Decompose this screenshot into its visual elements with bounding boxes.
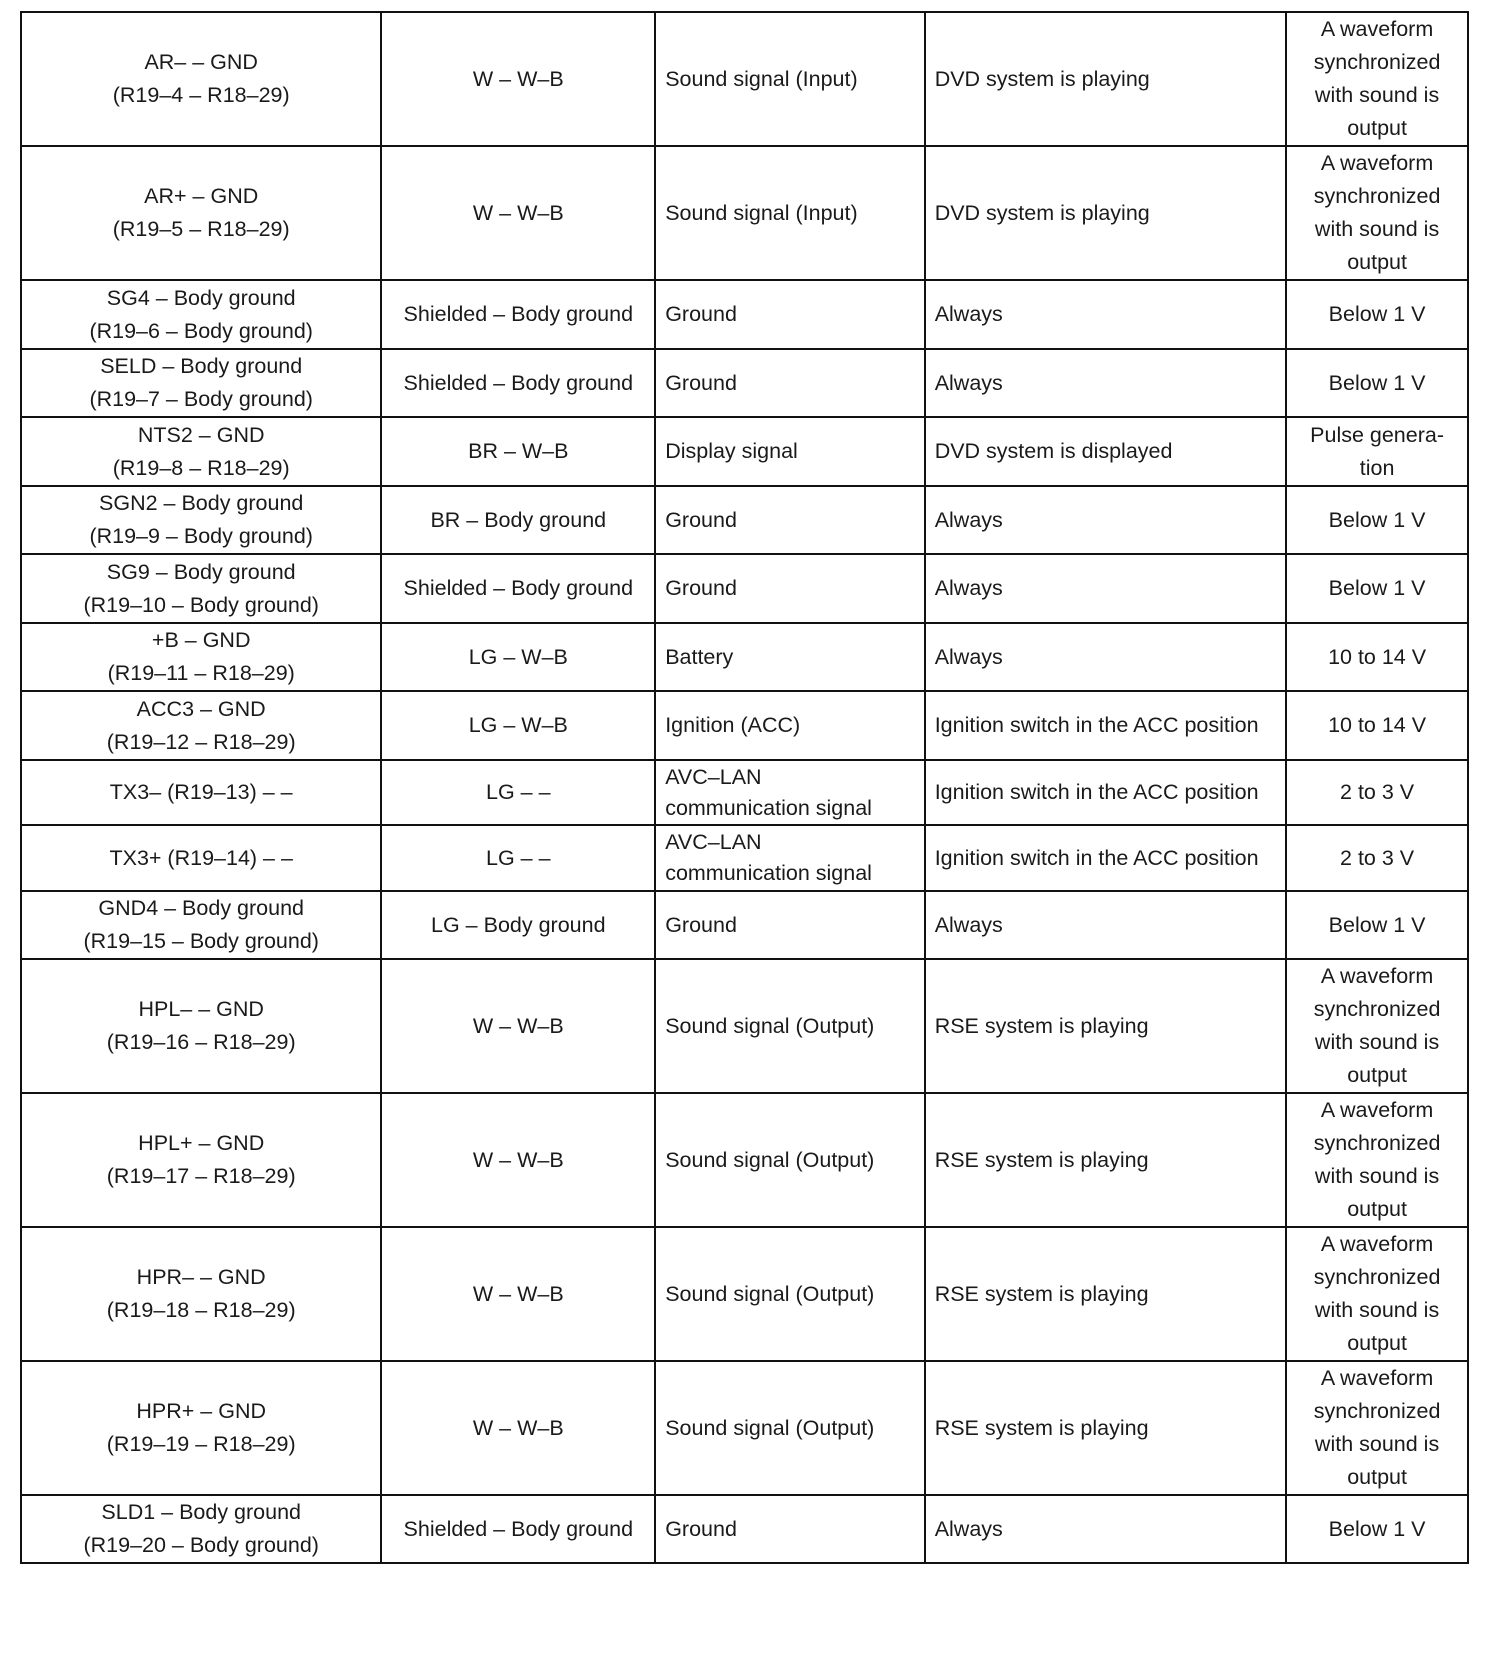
description-cell xyxy=(655,825,925,891)
description-cell xyxy=(655,1093,925,1227)
condition-cell: Ignition switch in the ACC position xyxy=(925,691,1286,760)
description-cell xyxy=(655,891,925,959)
terminal-cell-line: HPL– – GND xyxy=(138,997,264,1021)
table-row xyxy=(21,554,1468,623)
terminal-cell-line: SG4 – Body ground xyxy=(106,285,296,310)
terminal-cell-line: (R19–17 – R18–29) xyxy=(106,1164,296,1188)
terminal-cell xyxy=(21,623,381,691)
specified-condition-cell xyxy=(1286,486,1468,554)
specified-condition-cell-line: Below 1 V xyxy=(1328,507,1426,532)
table-row xyxy=(21,760,1468,825)
specified-condition-cell xyxy=(1286,146,1468,280)
terminal-cell xyxy=(21,146,381,280)
terminal-cell xyxy=(21,891,381,959)
condition-cell: Always xyxy=(925,554,1286,623)
terminal-cell xyxy=(21,417,381,486)
specified-condition-cell xyxy=(1286,1093,1468,1227)
wiring-color-cell: W – W–B xyxy=(381,1093,655,1227)
table-row xyxy=(21,12,1468,146)
terminal-cell-line: (R19–8 – R18–29) xyxy=(112,455,290,480)
terminal-cell-line: HPR– – GND xyxy=(136,1265,266,1289)
specified-condition-cell xyxy=(1286,959,1468,1093)
specified-condition-cell xyxy=(1286,417,1468,486)
table-row xyxy=(21,417,1468,486)
specified-condition-cell-line: with sound is xyxy=(1314,217,1440,241)
specified-condition-cell-line: output xyxy=(1347,1063,1407,1087)
specified-condition-cell xyxy=(1286,1361,1468,1495)
table-row xyxy=(21,891,1468,959)
table-row xyxy=(21,691,1468,760)
terminal-cell-line: NTS2 – GND xyxy=(137,422,265,447)
specified-condition-cell-line: synchronized xyxy=(1313,1265,1441,1289)
specified-condition-cell xyxy=(1286,891,1468,959)
description-cell xyxy=(655,760,925,825)
specified-condition-cell-line: A waveform xyxy=(1320,151,1434,175)
specified-condition-cell xyxy=(1286,1495,1468,1563)
condition-cell: Ignition switch in the ACC position xyxy=(925,760,1286,825)
specified-condition-cell-line: output xyxy=(1347,116,1407,140)
table-row xyxy=(21,1227,1468,1361)
specified-condition-cell xyxy=(1286,349,1468,417)
terminal-cell-line: (R19–10 – Body ground) xyxy=(83,592,319,617)
table-row xyxy=(21,1093,1468,1227)
description-cell-line: Sound signal (Output) xyxy=(665,1281,875,1306)
specified-condition-cell-line: synchronized xyxy=(1313,1399,1441,1423)
terminal-cell-line: (R19–15 – Body ground) xyxy=(83,929,319,953)
table-row xyxy=(21,959,1468,1093)
terminal-cell xyxy=(21,1495,381,1563)
condition-cell: Always xyxy=(925,1495,1286,1563)
description-cell xyxy=(655,1361,925,1495)
condition-cell: Always xyxy=(925,486,1286,554)
specified-condition-cell-line: A waveform xyxy=(1320,1366,1434,1390)
specified-condition-cell-line: tion xyxy=(1359,455,1395,480)
specified-condition-cell-line: 2 to 3 V xyxy=(1340,845,1415,870)
table-row xyxy=(21,825,1468,891)
terminal-spec-table xyxy=(20,11,1469,1564)
description-cell xyxy=(655,12,925,146)
specified-condition-cell-line: 10 to 14 V xyxy=(1328,713,1427,737)
specified-condition-cell-line: with sound is xyxy=(1314,1432,1440,1456)
description-cell-line: AVC–LAN xyxy=(665,764,762,789)
terminal-cell-line: (R19–18 – R18–29) xyxy=(106,1298,296,1322)
specified-condition-cell-line: with sound is xyxy=(1314,83,1440,107)
wiring-color-cell: LG – – xyxy=(381,760,655,825)
terminal-cell-line: GND4 – Body ground xyxy=(98,896,304,920)
condition-cell: Always xyxy=(925,623,1286,691)
wiring-color-cell: LG – – xyxy=(381,825,655,891)
specified-condition-cell-line: Pulse genera- xyxy=(1310,422,1445,447)
terminal-cell-line: (R19–7 – Body ground) xyxy=(89,387,313,411)
terminal-cell-line: (R19–5 – R18–29) xyxy=(112,217,290,241)
description-cell xyxy=(655,349,925,417)
terminal-cell xyxy=(21,825,381,891)
description-cell xyxy=(655,417,925,486)
specified-condition-cell-line: A waveform xyxy=(1320,1098,1434,1122)
table-row xyxy=(21,1495,1468,1563)
specified-condition-cell-line: Below 1 V xyxy=(1328,302,1426,326)
description-cell xyxy=(655,623,925,691)
specified-condition-cell-line: A waveform xyxy=(1320,17,1434,41)
terminal-cell xyxy=(21,280,381,349)
specified-condition-cell-line: Below 1 V xyxy=(1328,576,1426,600)
wiring-color-cell: Shielded – Body ground xyxy=(381,554,655,623)
terminal-cell-line: (R19–4 – R18–29) xyxy=(112,83,290,107)
table-row xyxy=(21,486,1468,554)
specified-condition-cell-line: synchronized xyxy=(1313,1131,1441,1155)
wiring-color-cell: W – W–B xyxy=(381,146,655,280)
description-cell-line: Ignition (ACC) xyxy=(665,713,801,737)
terminal-cell-line: (R19–16 – R18–29) xyxy=(106,1030,296,1054)
terminal-cell-line: SGN2 – Body ground xyxy=(99,491,304,515)
description-cell-line: Display signal xyxy=(665,439,798,463)
description-cell-line: Battery xyxy=(665,644,734,669)
specified-condition-cell-line: A waveform xyxy=(1320,964,1434,988)
terminal-cell xyxy=(21,554,381,623)
terminal-cell xyxy=(21,486,381,554)
wiring-color-cell: W – W–B xyxy=(381,1227,655,1361)
table-body xyxy=(21,12,1468,1563)
description-cell-line: Ground xyxy=(665,370,737,395)
wiring-color-cell: LG – W–B xyxy=(381,691,655,760)
specified-condition-cell xyxy=(1286,623,1468,691)
terminal-cell-line: SELD – Body ground xyxy=(100,354,303,378)
specified-condition-cell-line: output xyxy=(1347,1465,1407,1489)
wiring-color-cell: W – W–B xyxy=(381,1361,655,1495)
terminal-cell-line: (R19–20 – Body ground) xyxy=(83,1533,319,1557)
description-cell-line: communication signal xyxy=(665,795,872,820)
specified-condition-cell-line: with sound is xyxy=(1314,1030,1440,1054)
specified-condition-cell-line: output xyxy=(1347,250,1407,274)
terminal-cell-line: SLD1 – Body ground xyxy=(101,1500,302,1524)
wiring-color-cell: W – W–B xyxy=(381,12,655,146)
terminal-cell xyxy=(21,691,381,760)
wiring-color-cell: Shielded – Body ground xyxy=(381,349,655,417)
terminal-cell-line: +B – GND xyxy=(151,628,251,652)
terminal-cell-line: AR– – GND xyxy=(144,50,258,74)
wiring-color-cell: LG – Body ground xyxy=(381,891,655,959)
terminal-cell-line: TX3– (R19–13) – – xyxy=(109,780,293,804)
terminal-cell-line: ACC3 – GND xyxy=(136,696,266,721)
condition-cell: Always xyxy=(925,349,1286,417)
terminal-cell-line: AR+ – GND xyxy=(144,184,259,208)
terminal-cell-line: HPL+ – GND xyxy=(138,1131,265,1155)
specified-condition-cell xyxy=(1286,760,1468,825)
terminal-cell-line: (R19–6 – Body ground) xyxy=(89,318,313,343)
description-cell-line: Sound signal (Output) xyxy=(665,1013,875,1038)
specified-condition-cell xyxy=(1286,1227,1468,1361)
specified-condition-cell-line: A waveform xyxy=(1320,1232,1434,1256)
specified-condition-cell-line: Below 1 V xyxy=(1328,912,1426,937)
terminal-cell-line: SG9 – Body ground xyxy=(106,559,296,584)
wiring-color-cell: Shielded – Body ground xyxy=(381,1495,655,1563)
condition-cell: Ignition switch in the ACC position xyxy=(925,825,1286,891)
wiring-color-cell: W – W–B xyxy=(381,959,655,1093)
specified-condition-cell-line: synchronized xyxy=(1313,184,1441,208)
table-row xyxy=(21,146,1468,280)
wiring-color-cell: BR – W–B xyxy=(381,417,655,486)
terminal-cell xyxy=(21,349,381,417)
specified-condition-cell xyxy=(1286,280,1468,349)
specified-condition-cell-line: synchronized xyxy=(1313,50,1441,74)
terminal-cell xyxy=(21,1361,381,1495)
description-cell-line: Ground xyxy=(665,576,737,600)
terminal-inspection-sheet xyxy=(20,11,1469,1564)
specified-condition-cell xyxy=(1286,691,1468,760)
description-cell xyxy=(655,554,925,623)
description-cell-line: Sound signal (Output) xyxy=(665,1415,875,1440)
description-cell xyxy=(655,1227,925,1361)
specified-condition-cell-line: with sound is xyxy=(1314,1298,1440,1322)
table-row xyxy=(21,623,1468,691)
specified-condition-cell-line: synchronized xyxy=(1313,997,1441,1021)
condition-cell: RSE system is playing xyxy=(925,1093,1286,1227)
description-cell-line: Sound signal (Input) xyxy=(665,200,858,225)
specified-condition-cell xyxy=(1286,12,1468,146)
description-cell-line: communication signal xyxy=(665,861,872,885)
description-cell-line: Sound signal (Input) xyxy=(665,66,858,91)
description-cell-line: Ground xyxy=(665,302,737,326)
wiring-color-cell: BR – Body ground xyxy=(381,486,655,554)
specified-condition-cell xyxy=(1286,825,1468,891)
terminal-cell-line: HPR+ – GND xyxy=(136,1399,267,1423)
terminal-cell xyxy=(21,1227,381,1361)
description-cell-line: AVC–LAN xyxy=(665,830,762,854)
condition-cell: DVD system is playing xyxy=(925,12,1286,146)
specified-condition-cell-line: with sound is xyxy=(1314,1164,1440,1188)
description-cell xyxy=(655,146,925,280)
condition-cell: Always xyxy=(925,280,1286,349)
description-cell xyxy=(655,486,925,554)
description-cell xyxy=(655,959,925,1093)
table-row xyxy=(21,349,1468,417)
specified-condition-cell xyxy=(1286,554,1468,623)
specified-condition-cell-line: output xyxy=(1347,1331,1407,1355)
condition-cell: RSE system is playing xyxy=(925,1227,1286,1361)
terminal-cell xyxy=(21,760,381,825)
condition-cell: DVD system is playing xyxy=(925,146,1286,280)
description-cell-line: Ground xyxy=(665,912,737,937)
terminal-cell xyxy=(21,12,381,146)
description-cell xyxy=(655,1495,925,1563)
description-cell-line: Ground xyxy=(665,1516,737,1541)
table-row xyxy=(21,1361,1468,1495)
terminal-cell xyxy=(21,1093,381,1227)
terminal-cell-line: (R19–12 – R18–29) xyxy=(106,729,296,754)
condition-cell: RSE system is playing xyxy=(925,959,1286,1093)
wiring-color-cell: Shielded – Body ground xyxy=(381,280,655,349)
specified-condition-cell-line: 2 to 3 V xyxy=(1340,780,1415,804)
condition-cell: Always xyxy=(925,891,1286,959)
terminal-cell-line: TX3+ (R19–14) – – xyxy=(109,845,293,870)
description-cell-line: Sound signal (Output) xyxy=(665,1147,875,1172)
terminal-cell-line: (R19–19 – R18–29) xyxy=(106,1432,296,1456)
description-cell xyxy=(655,280,925,349)
specified-condition-cell-line: 10 to 14 V xyxy=(1328,644,1427,669)
table-row xyxy=(21,280,1468,349)
condition-cell: RSE system is playing xyxy=(925,1361,1286,1495)
specified-condition-cell-line: Below 1 V xyxy=(1328,370,1426,395)
wiring-color-cell: LG – W–B xyxy=(381,623,655,691)
description-cell xyxy=(655,691,925,760)
specified-condition-cell-line: output xyxy=(1347,1197,1407,1221)
specified-condition-cell-line: Below 1 V xyxy=(1328,1516,1426,1541)
description-cell-line: Ground xyxy=(665,507,737,532)
terminal-cell xyxy=(21,959,381,1093)
terminal-cell-line: (R19–9 – Body ground) xyxy=(89,524,313,548)
terminal-cell-line: (R19–11 – R18–29) xyxy=(107,661,295,685)
condition-cell: DVD system is displayed xyxy=(925,417,1286,486)
